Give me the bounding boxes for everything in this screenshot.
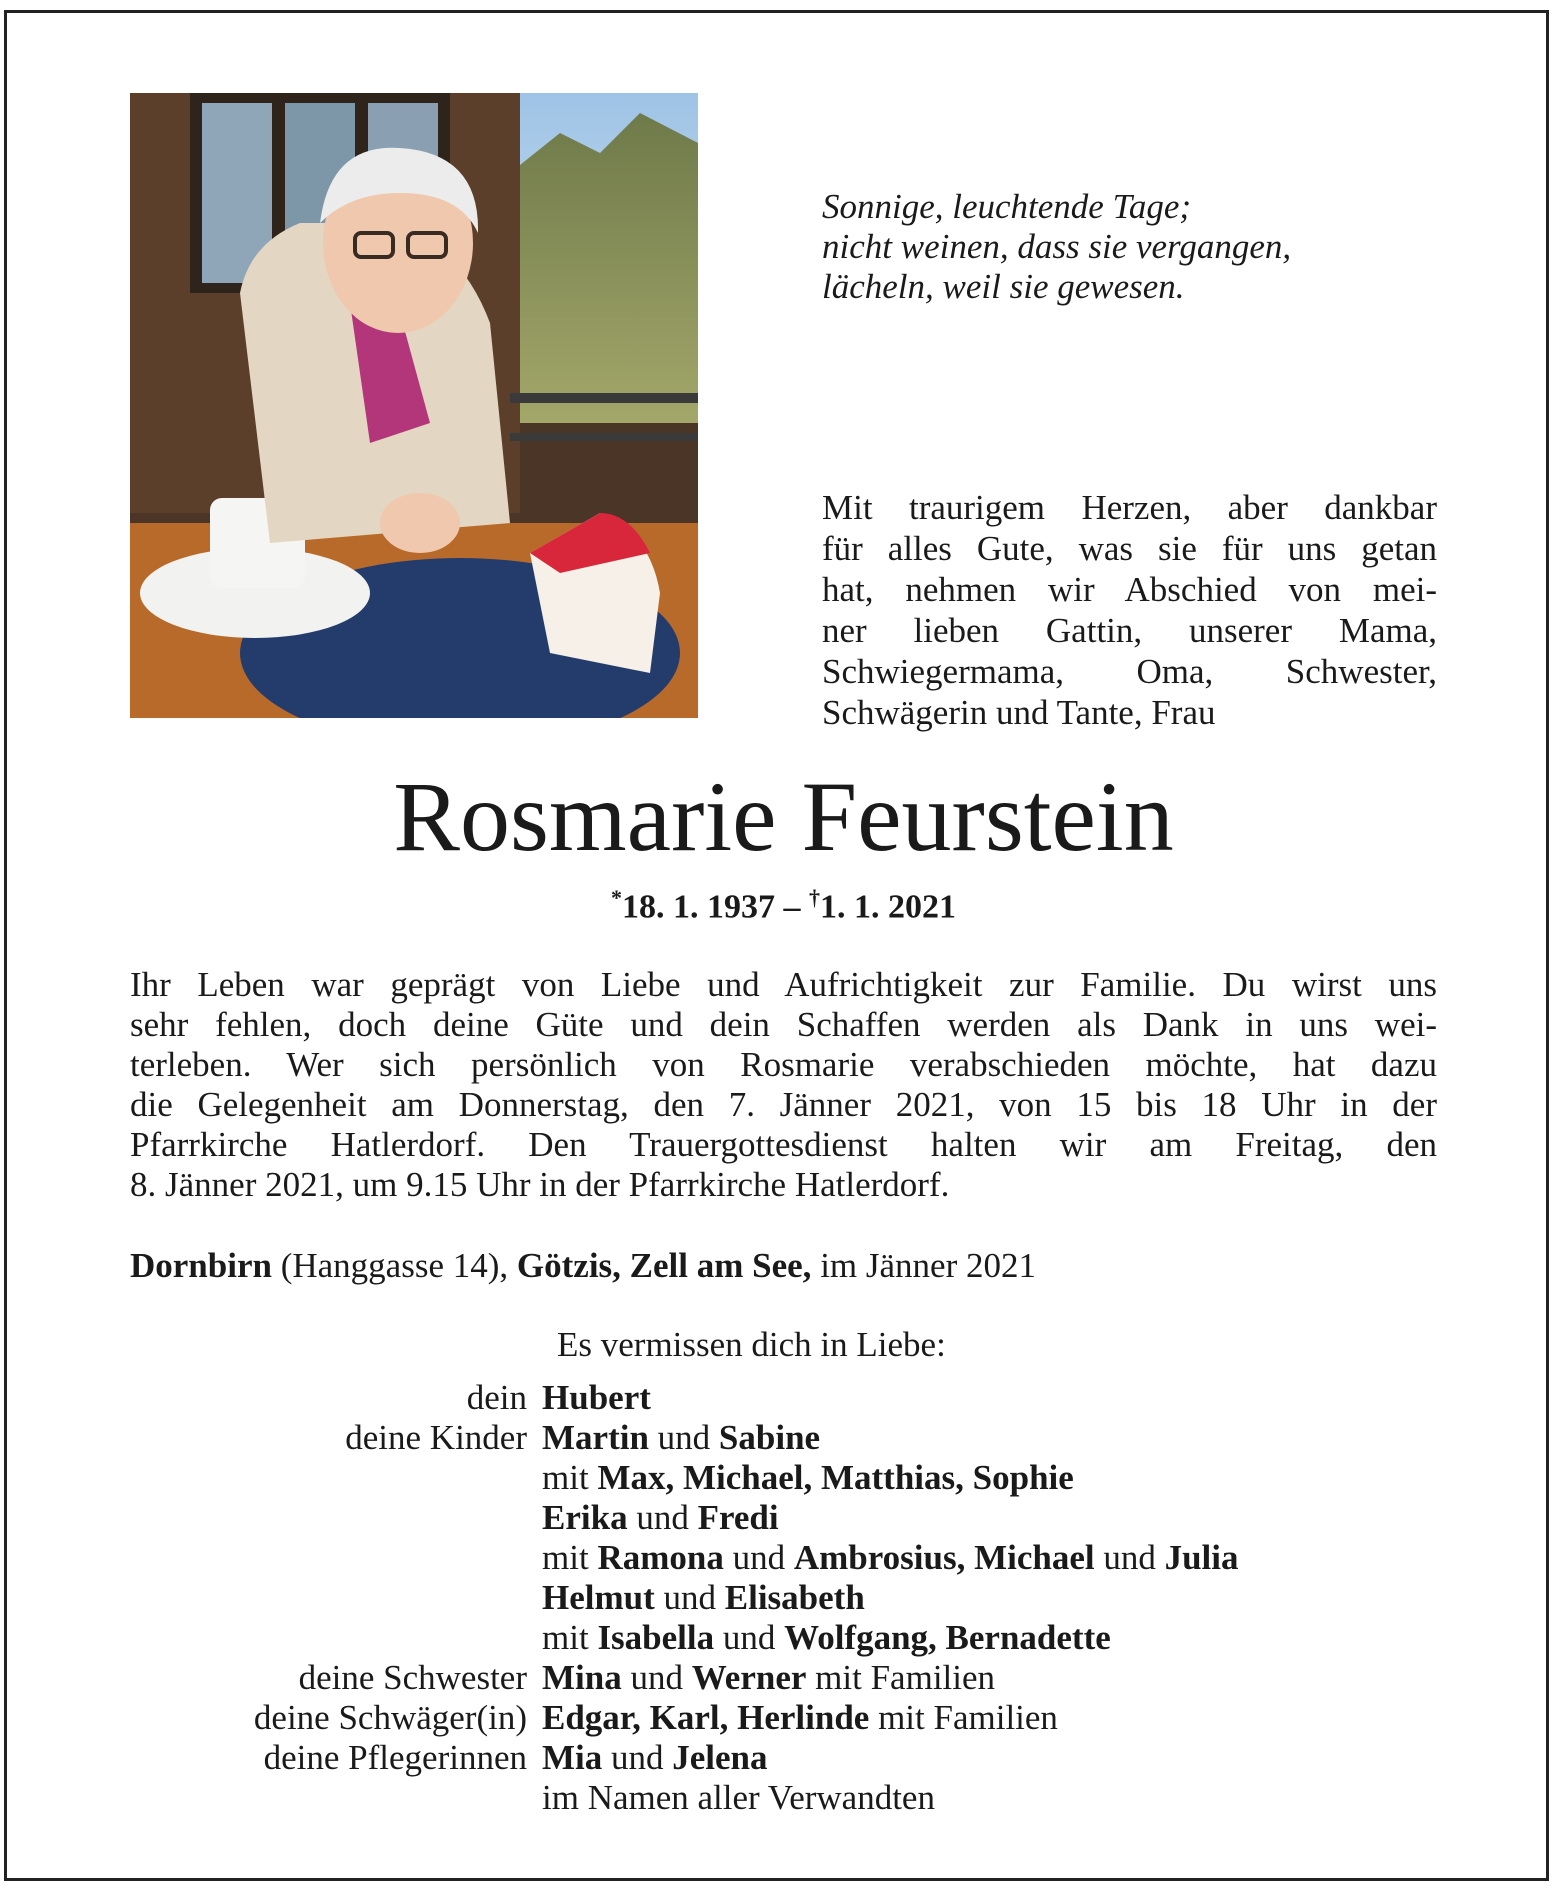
- verse-line: lächeln, weil sie gewesen.: [822, 267, 1185, 306]
- portrait-photo: [130, 93, 698, 718]
- mourner-row: [130, 1538, 1440, 1578]
- place-and-date: [130, 1246, 1036, 1286]
- connector-text: und: [602, 1738, 673, 1777]
- mourner-name: Martin: [542, 1418, 649, 1457]
- mourner-row: [130, 1778, 1440, 1818]
- mourner-row: [130, 1658, 1440, 1698]
- relation-label: dein: [466, 1378, 527, 1417]
- relation-label: [130, 1578, 542, 1618]
- month-year: im Jänner 2021: [811, 1246, 1036, 1285]
- connector-text: mit Familien: [869, 1698, 1058, 1737]
- mourner-name: Hubert: [542, 1378, 651, 1417]
- birth-symbol: *: [611, 885, 622, 910]
- life-dates: [0, 885, 1567, 926]
- mourner-name: Julia: [1164, 1538, 1239, 1577]
- relation-label: [130, 1778, 542, 1818]
- mourner-names: [542, 1778, 1440, 1818]
- mourner-names: [542, 1738, 1440, 1778]
- mourner-row: [130, 1578, 1440, 1618]
- mourner-name: Edgar, Karl, Herlinde: [542, 1698, 870, 1737]
- mourner-row: [130, 1378, 1440, 1418]
- mourner-name: Elisabeth: [724, 1578, 865, 1617]
- relation-label: [130, 1618, 542, 1658]
- mourners-heading: Es vermissen dich in Liebe:: [557, 1325, 946, 1364]
- mourner-name: Wolfgang, Bernadette: [784, 1618, 1111, 1657]
- body-line: 8. Jänner 2021, um 9.15 Uhr in der Pfarrkirche Hatlerdorf.: [130, 1165, 950, 1204]
- connector-text: und: [648, 1418, 719, 1457]
- connector-text: und: [714, 1618, 785, 1657]
- mourner-names: [542, 1418, 1440, 1458]
- connector-text: und: [627, 1498, 698, 1537]
- mourner-name: Ambrosius, Michael: [793, 1538, 1095, 1577]
- mourner-row: [130, 1738, 1440, 1778]
- other-cities: Götzis, Zell am See,: [516, 1246, 812, 1285]
- mourner-names: [542, 1618, 1440, 1658]
- intro-line: ner lieben Gattin, unserer Mama,: [822, 611, 1437, 650]
- intro-line: hat, nehmen wir Abschied von mei-: [822, 570, 1437, 609]
- body-line: Pfarrkirche Hatlerdorf. Den Trauergottesdienst halten wir am Freitag, den: [130, 1125, 1437, 1164]
- intro-text: [822, 487, 1437, 733]
- mourner-name: Isabella: [597, 1618, 715, 1657]
- death-date: 1. 1. 2021: [820, 888, 956, 926]
- mourner-names: [542, 1538, 1440, 1578]
- deceased-name: Rosmarie Feurstein: [393, 761, 1174, 872]
- intro-line: Schwägerin und Tante, Frau: [822, 693, 1216, 732]
- mourners-list: [130, 1378, 1440, 1818]
- body-line: sehr fehlen, doch deine Güte und dein Schaffen werden als Dank in uns wei-: [130, 1005, 1437, 1044]
- relation-label: [130, 1458, 542, 1498]
- mourner-row: [130, 1698, 1440, 1738]
- connector-text: mit Familien: [806, 1658, 996, 1697]
- birth-date: 18. 1. 1937: [622, 888, 775, 926]
- mourner-names: [542, 1498, 1440, 1538]
- connector-text: im Namen aller Verwandten: [542, 1778, 935, 1817]
- connector-text: und: [621, 1658, 692, 1697]
- memorial-verse: [822, 187, 1291, 307]
- mourner-name: Werner: [691, 1658, 807, 1697]
- intro-line: für alles Gute, was sie für uns getan: [822, 529, 1437, 568]
- mourner-row: [130, 1618, 1440, 1658]
- mourner-name: Jelena: [672, 1738, 768, 1777]
- connector-text: und: [654, 1578, 725, 1617]
- verse-line: Sonnige, leuchtende Tage;: [822, 187, 1192, 226]
- mourner-name: Max, Michael, Matthias, Sophie: [597, 1458, 1074, 1497]
- connector-text: mit: [542, 1618, 598, 1657]
- intro-line: Schwiegermama, Oma, Schwester,: [822, 652, 1437, 691]
- relation-label: deine Kinder: [345, 1418, 527, 1457]
- mourner-name: Mia: [542, 1738, 603, 1777]
- relation-label: [130, 1538, 542, 1578]
- mourner-row: [130, 1498, 1440, 1538]
- connector-text: und: [1094, 1538, 1165, 1577]
- connector-text: mit: [542, 1538, 598, 1577]
- mourner-row: [130, 1418, 1440, 1458]
- body-line: Ihr Leben war geprägt von Liebe und Aufrichtigkeit zur Familie. Du wirst uns: [130, 965, 1437, 1004]
- mourner-name: Fredi: [697, 1498, 779, 1537]
- mourner-name: Ramona: [597, 1538, 724, 1577]
- mourner-names: [542, 1698, 1440, 1738]
- verse-line: nicht weinen, dass sie vergangen,: [822, 227, 1292, 266]
- body-line: terleben. Wer sich persönlich von Rosmarie verabschieden möchte, hat dazu: [130, 1045, 1437, 1084]
- mourner-name: Erika: [542, 1498, 628, 1537]
- body-line: die Gelegenheit am Donnerstag, den 7. Jänner 2021, von 15 bis 18 Uhr in der: [130, 1085, 1437, 1124]
- death-symbol: †: [809, 885, 820, 910]
- intro-line: Mit traurigem Herzen, aber dankbar: [822, 488, 1437, 527]
- relation-label: deine Pflegerinnen: [263, 1738, 527, 1777]
- connector-text: mit: [542, 1458, 598, 1497]
- mourner-name: Mina: [542, 1658, 622, 1697]
- mourner-names: [542, 1378, 1440, 1418]
- mourner-names: [542, 1658, 1440, 1698]
- city-dornbirn: Dornbirn: [130, 1246, 272, 1285]
- mourner-row: [130, 1458, 1440, 1498]
- mourner-name: Helmut: [542, 1578, 655, 1617]
- mourner-name: Sabine: [718, 1418, 821, 1457]
- relation-label: [130, 1498, 542, 1538]
- mourner-names: [542, 1458, 1440, 1498]
- relation-label: deine Schwester: [298, 1658, 527, 1697]
- connector-text: und: [723, 1538, 794, 1577]
- obituary-body: [130, 965, 1437, 1205]
- date-separator: –: [775, 888, 809, 926]
- address: (Hanggasse 14),: [271, 1246, 517, 1285]
- relation-label: deine Schwäger(in): [253, 1698, 527, 1737]
- mourner-names: [542, 1578, 1440, 1618]
